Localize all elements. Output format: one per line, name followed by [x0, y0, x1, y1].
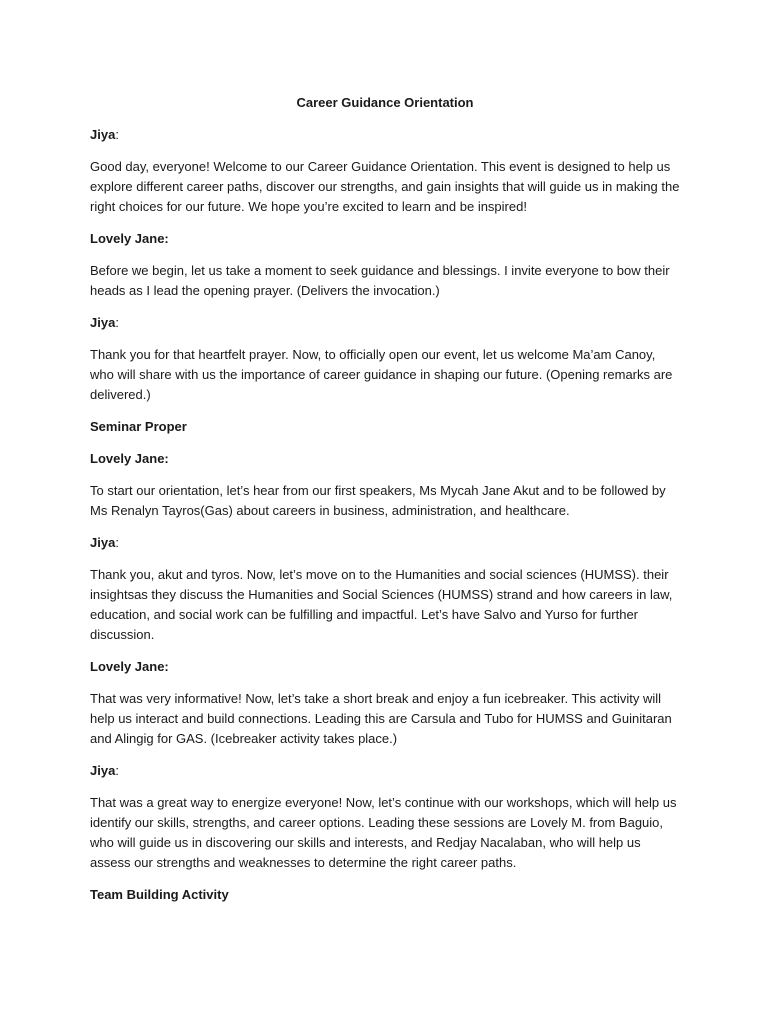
speaker-label: [90, 657, 680, 677]
speaker-colon: :: [115, 763, 119, 778]
speaker-colon: :: [115, 315, 119, 330]
paragraph: That was very informative! Now, let’s take a short break and enjoy a fun icebreaker. This activity will help us interact and build connections. Leading this are Carsula and Tubo for HUMSS and Guinitaran and Alingig for GAS. (Icebreaker activity takes place.): [90, 691, 672, 746]
document-body: [90, 93, 680, 917]
speaker-label: [90, 449, 680, 469]
paragraph: Thank you, akut and tyros. Now, let’s move on to the Humanities and social sciences (HUMSS). their insightsas they discuss the Humanities and Social Sciences (HUMSS) strand and how careers in law, education, and social work can be fulfilling and impactful. Let’s have Salvo and Yurso for further discussion.: [90, 567, 673, 642]
document-title: Career Guidance Orientation: [296, 95, 474, 110]
speaker-colon: :: [115, 535, 119, 550]
speaker-label: [90, 533, 680, 553]
speaker-label: [90, 229, 680, 249]
speaker-name: Jiya: [90, 127, 116, 142]
section-heading: Seminar Proper: [90, 419, 187, 434]
speaker-name: Jiya: [90, 763, 116, 778]
paragraph: Thank you for that heartfelt prayer. Now, to officially open our event, let us welcome Ma’am Canoy, who will share with us the importance of career guidance in shaping our future. (Opening remarks are delivered.): [90, 347, 673, 402]
speaker-name: Lovely Jane:: [90, 451, 169, 466]
paragraph: To start our orientation, let’s hear from our first speakers, Ms Mycah Jane Akut and to be followed by Ms Renalyn Tayros(Gas) about careers in business, administration, and healthcare.: [90, 483, 666, 518]
speaker-colon: :: [115, 127, 119, 142]
document-blocks: [90, 125, 680, 905]
speaker-name: Lovely Jane:: [90, 659, 169, 674]
speaker-name: Jiya: [90, 535, 116, 550]
speaker-name: Jiya: [90, 315, 116, 330]
speaker-label: [90, 761, 680, 781]
paragraph: Good day, everyone! Welcome to our Career Guidance Orientation. This event is designed to help us explore different career paths, discover our strengths, and gain insights that will guide us in making the right choices for our future. We hope you’re excited to learn and be inspired!: [90, 159, 680, 214]
speaker-name: Lovely Jane:: [90, 231, 169, 246]
paragraph: That was a great way to energize everyone! Now, let’s continue with our workshops, which will help us identify our skills, strengths, and career options. Leading these sessions are Lovely M. from Baguio, who will guide us in discovering our skills and interests, and Redjay Nacalaban, who will help us assess our strengths and weaknesses to determine the right career paths.: [90, 795, 677, 870]
speaker-label: [90, 125, 680, 145]
section-heading: Team Building Activity: [90, 887, 229, 902]
speaker-label: [90, 313, 680, 333]
paragraph: Before we begin, let us take a moment to seek guidance and blessings. I invite everyone to bow their heads as I lead the opening prayer. (Delivers the invocation.): [90, 263, 670, 298]
